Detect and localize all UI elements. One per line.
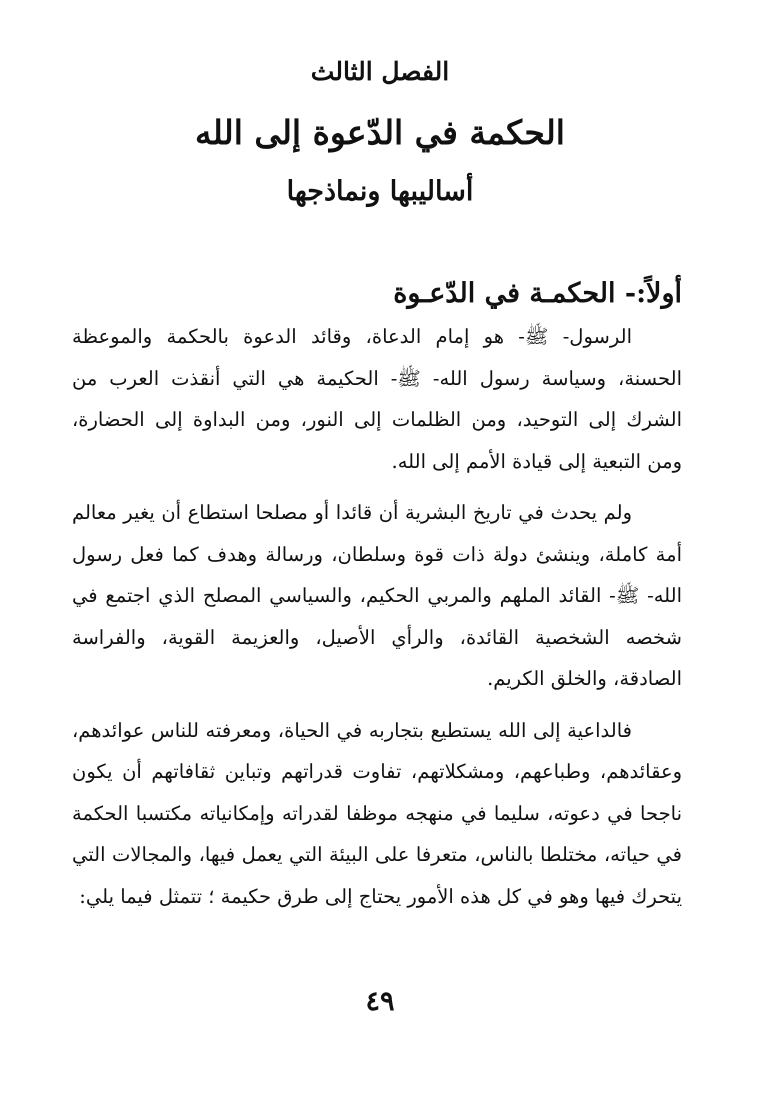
paragraph: فالداعية إلى الله يستطيع بتجاربه في الحياة، ومعرفته للناس عوائدهم، وعقائدهم، وطباعهم، ومشكلاتهم، تفاوت قدراتهم وتباين ثقافاتهم أن يكون ناجحا في دعوته، سليما في منهجه موظفا لقدراته وإمكانياته مكتسبا الحكمة في حياته، مختلطا بالناس، متعرفا على البيئة التي يعمل فيها، والمجالات التي يتحرك فيها وهو في كل هذه الأمور يحتاج إلى طرق حكيمة ؛ تتمثل فيما يلي: [72,718,682,908]
body-text [72,316,682,927]
chapter-subtitle: أساليبها ونماذجها [286,176,474,207]
section-heading: أولاً:- الحكمـة في الدّعـوة [393,278,682,309]
paragraph: الرسول- ﷺ- هو إمام الدعاة، وقائد الدعوة بالحكمة والموعظة الحسنة، وسياسة رسول الله- ﷺ- الحكيمة هي التي أنقذت العرب من الشرك إلى التوحيد، ومن الظلمات إلى النور، ومن البداوة إلى الحضارة، ومن التبعية إلى قيادة الأمم إلى الله. [72,325,682,473]
chapter-title: الحكمة في الدّعوة إلى الله [195,113,565,152]
chapter-label: الفصل الثالث [310,57,450,86]
page-number: ٤٩ [365,986,395,1017]
paragraph: ولم يحدث في تاريخ البشرية أن قائدا أو مصلحا استطاع أن يغير معالم أمة كاملة، وينشئ دولة ذات قوة وسلطان، ورسالة وهدف كما فعل رسول الله- ﷺ- القائد الملهم والمربي الحكيم، والسياسي المصلح الذي اجتمع في شخصه الشخصية القائدة، والرأي الأصيل، والعزيمة القوية، والفراسة الصادقة، والخلق الكريم. [72,501,682,690]
